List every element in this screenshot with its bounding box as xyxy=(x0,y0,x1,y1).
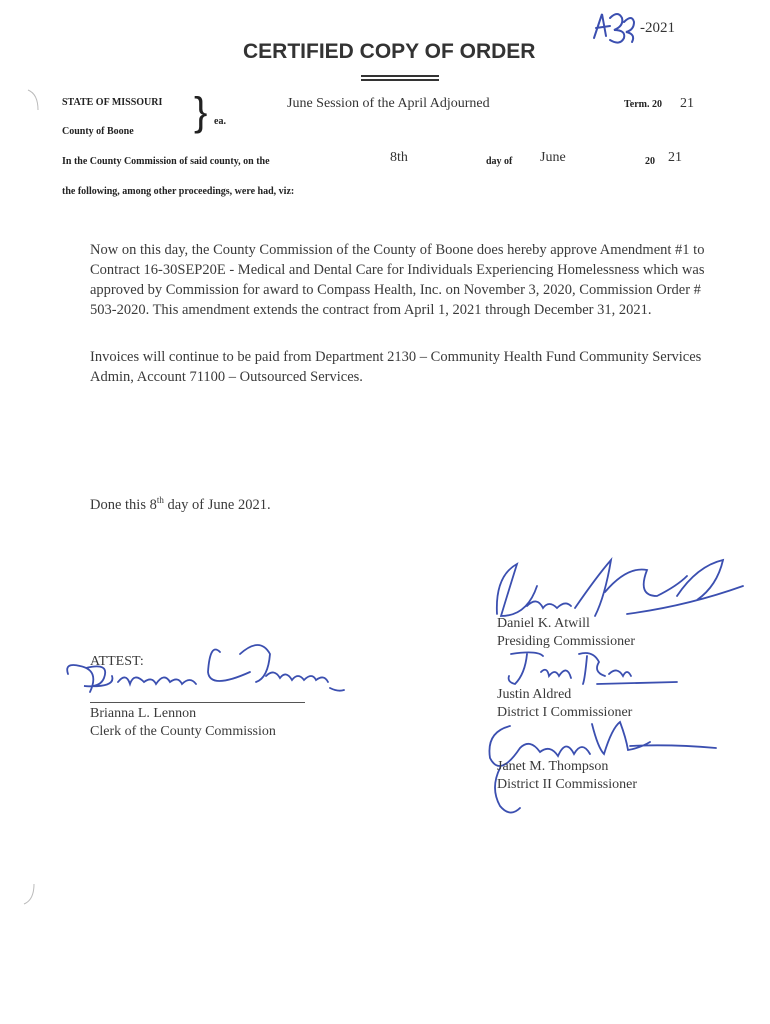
district-2-commissioner-name: Janet M. Thompson xyxy=(497,759,609,774)
order-paragraph-2: Invoices will continue to be paid from Department 2130 – Community Health Fund Community Services Admin, Account 71100 – Outsourced Services. xyxy=(90,349,702,385)
district-1-commissioner-title: District I Commissioner xyxy=(497,705,633,720)
term-label: Term. 20 xyxy=(624,99,662,110)
done-sup: th xyxy=(156,495,164,505)
title-underline xyxy=(361,75,439,77)
year-prefix: 20 xyxy=(645,156,655,167)
presiding-commissioner-title: Presiding Commissioner xyxy=(497,634,636,649)
clerk-name: Brianna L. Lennon xyxy=(90,706,197,721)
scan-mark-bottom xyxy=(20,880,40,910)
ea-label: ea. xyxy=(214,116,226,127)
proceedings-line: the following, among other proceedings, were had, viz: xyxy=(62,186,295,197)
brace-icon: } xyxy=(194,90,208,134)
commission-line-label: In the County Commission of said county, on the xyxy=(62,156,270,167)
term-year: 21 xyxy=(680,96,694,111)
presiding-commissioner-name: Daniel K. Atwill xyxy=(497,616,590,631)
county-label: County of Boone xyxy=(62,126,134,137)
order-year-suffix: -2021 xyxy=(640,20,675,36)
done-suffix: day of June 2021. xyxy=(163,496,271,513)
day-of-label: day of xyxy=(486,156,513,167)
done-this-line xyxy=(90,490,271,515)
scan-mark-top xyxy=(24,86,44,116)
state-label: STATE OF MISSOURI xyxy=(62,97,163,108)
clerk-signature xyxy=(60,632,350,702)
handwritten-number-mark xyxy=(588,8,638,46)
clerk-title: Clerk of the County Commission xyxy=(90,724,276,739)
attest-label: ATTEST: xyxy=(90,654,144,669)
clerk-signature-line xyxy=(90,702,305,703)
district-2-commissioner-title: District II Commissioner xyxy=(497,777,637,792)
document-title: CERTIFIED COPY OF ORDER xyxy=(243,40,536,63)
district-1-commissioner-name: Justin Aldred xyxy=(497,687,572,702)
done-prefix: Done this 8 xyxy=(90,496,157,513)
day-value: 8th xyxy=(390,150,408,165)
session-text: June Session of the April Adjourned xyxy=(287,96,490,111)
title-underline-2 xyxy=(361,79,439,81)
month-value: June xyxy=(540,150,566,165)
order-paragraph-1: Now on this day, the County Commission of the County of Boone does hereby approve Amendment #1 to Contract 16-30SEP20E - Medical and Dental Care for Individuals Experiencing Homelessness which was approved by Commission for award to Compass Health, Inc. on November 3, 2020, Commission Order # 503-2020. This amendment extends the contract from April 1, 2021 through December 31, 2021. xyxy=(90,242,705,318)
district-1-commissioner-signature xyxy=(497,648,677,688)
year-value: 21 xyxy=(668,150,682,165)
